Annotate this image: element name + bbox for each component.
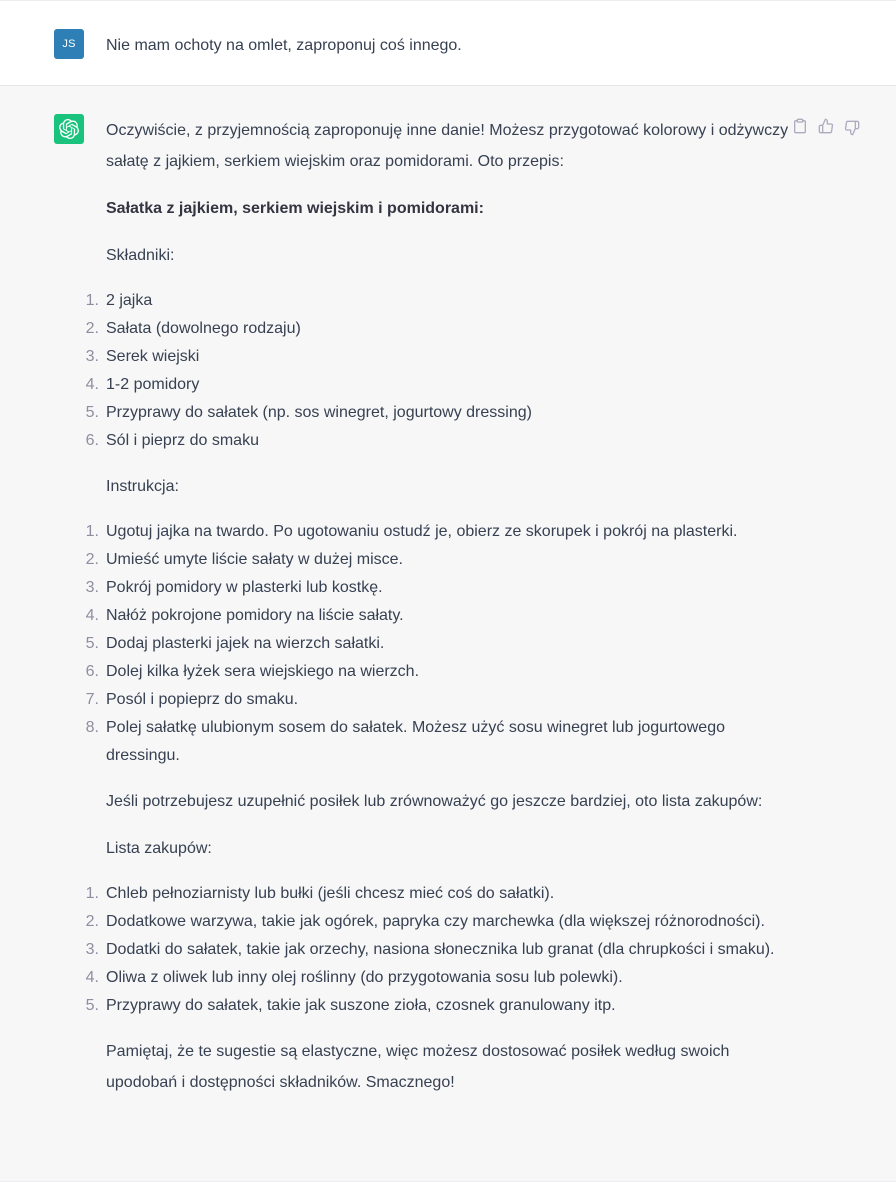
- list-number: 1.: [85, 292, 99, 309]
- shopping-item: [85, 936, 790, 964]
- instruction-text: Pokrój pomidory w plasterki lub kostkę.: [106, 579, 383, 596]
- ingredient-item: [85, 315, 790, 343]
- instruction-text: Dodaj plasterki jajek na wierzch sałatki.: [106, 635, 385, 652]
- instruction-text: Posól i popieprz do smaku.: [106, 691, 299, 708]
- assistant-message-row: [0, 86, 896, 1182]
- shopping-item-text: Oliwa z oliwek lub inny olej roślinny (do przygotowania sosu lub polewki).: [106, 969, 623, 986]
- ingredient-item: [85, 287, 790, 315]
- instruction-item: [85, 714, 790, 770]
- ingredient-item: [85, 427, 790, 455]
- ingredient-text: Serek wiejski: [106, 348, 200, 365]
- list-number: 1.: [85, 523, 99, 540]
- ingredients-list: [85, 287, 790, 455]
- instruction-item: [85, 518, 790, 546]
- list-number: 3.: [85, 348, 99, 365]
- instruction-item: [85, 602, 790, 630]
- instruction-text: Dolej kilka łyżek sera wiejskiego na wierzch.: [106, 663, 420, 680]
- list-number: 4.: [85, 607, 99, 624]
- thumbs-up-button[interactable]: [818, 116, 834, 136]
- assistant-intro: Oczywiście, z przyjemnością zaproponuję inne danie! Możesz przygotować kolorowy i odżywczy sałatę z jajkiem, serkiem wiejskim oraz pomidorami. Oto przepis:: [106, 122, 789, 170]
- ingredient-text: Sałata (dowolnego rodzaju): [106, 320, 301, 337]
- assistant-outro: Pamiętaj, że te sugestie są elastyczne, więc możesz dostosować posiłek według swoich upodobań i dostępności składników. Smacznego!: [106, 1043, 730, 1091]
- instruction-text: Ugotuj jajka na twardo. Po ugotowaniu ostudź je, obierz ze skorupek i pokrój na plasterki.: [106, 523, 738, 540]
- shopping-item: [85, 880, 790, 908]
- shopping-intro: Jeśli potrzebujesz uzupełnić posiłek lub zrównoważyć go jeszcze bardziej, oto lista zakupów:: [106, 793, 763, 810]
- ingredients-label: Składniki:: [106, 247, 175, 264]
- shopping-label: Lista zakupów:: [106, 840, 212, 857]
- instruction-item: [85, 546, 790, 574]
- instruction-item: [85, 630, 790, 658]
- shopping-item: [85, 964, 790, 992]
- thumbs-up-icon: [818, 118, 834, 134]
- chatgpt-avatar: [54, 114, 84, 144]
- openai-logo-icon: [59, 119, 79, 139]
- list-number: 2.: [85, 913, 99, 930]
- user-avatar: JS: [54, 29, 84, 59]
- assistant-message-body: [85, 114, 790, 1098]
- list-number: 5.: [85, 997, 99, 1014]
- list-number: 5.: [85, 635, 99, 652]
- ingredient-item: [85, 371, 790, 399]
- shopping-item: [85, 908, 790, 936]
- user-message-text: Nie mam ochoty na omlet, zaproponuj coś innego.: [106, 37, 462, 54]
- ingredient-item: [85, 399, 790, 427]
- thumbs-down-icon: [844, 120, 860, 136]
- message-actions: [792, 114, 860, 136]
- shopping-item: [85, 992, 790, 1020]
- instruction-text: Umieść umyte liście sałaty w dużej misce.: [106, 551, 403, 568]
- shopping-list: [85, 880, 790, 1020]
- shopping-item-text: Przyprawy do sałatek, takie jak suszone zioła, czosnek granulowany itp.: [106, 997, 616, 1014]
- list-number: 2.: [85, 551, 99, 568]
- list-number: 7.: [85, 691, 99, 708]
- recipe-title: Sałatka z jajkiem, serkiem wiejskim i pomidorami:: [106, 200, 484, 217]
- ingredient-item: [85, 343, 790, 371]
- list-number: 5.: [85, 404, 99, 421]
- list-number: 8.: [85, 719, 99, 736]
- instructions-label: Instrukcja:: [106, 478, 179, 495]
- instruction-item: [85, 686, 790, 714]
- list-number: 4.: [85, 376, 99, 393]
- list-number: 1.: [85, 885, 99, 902]
- instruction-item: [85, 574, 790, 602]
- shopping-item-text: Chleb pełnoziarnisty lub bułki (jeśli chcesz mieć coś do sałatki).: [106, 885, 555, 902]
- ingredient-text: 1-2 pomidory: [106, 376, 200, 393]
- list-number: 4.: [85, 969, 99, 986]
- list-number: 2.: [85, 320, 99, 337]
- ingredient-text: Sól i pieprz do smaku: [106, 432, 259, 449]
- instruction-text: Polej sałatkę ulubionym sosem do sałatek. Możesz użyć sosu winegret lub jogurtowego dressingu.: [106, 719, 725, 764]
- instructions-list: [85, 518, 790, 770]
- list-number: 6.: [85, 663, 99, 680]
- clipboard-icon: [792, 118, 808, 134]
- ingredient-text: 2 jajka: [106, 292, 153, 309]
- list-number: 3.: [85, 579, 99, 596]
- shopping-item-text: Dodatki do sałatek, takie jak orzechy, nasiona słonecznika lub granat (dla chrupkości i smaku).: [106, 941, 775, 958]
- list-number: 6.: [85, 432, 99, 449]
- ingredient-text: Przyprawy do sałatek (np. sos winegret, jogurtowy dressing): [106, 404, 532, 421]
- shopping-item-text: Dodatkowe warzywa, takie jak ogórek, papryka czy marchewka (dla większej różnorodności).: [106, 913, 765, 930]
- instruction-text: Nałóż pokrojone pomidory na liście sałaty.: [106, 607, 404, 624]
- instruction-item: [85, 658, 790, 686]
- thumbs-down-button[interactable]: [844, 120, 860, 136]
- list-number: 3.: [85, 941, 99, 958]
- copy-button[interactable]: [792, 116, 808, 136]
- user-message-row: [0, 0, 896, 86]
